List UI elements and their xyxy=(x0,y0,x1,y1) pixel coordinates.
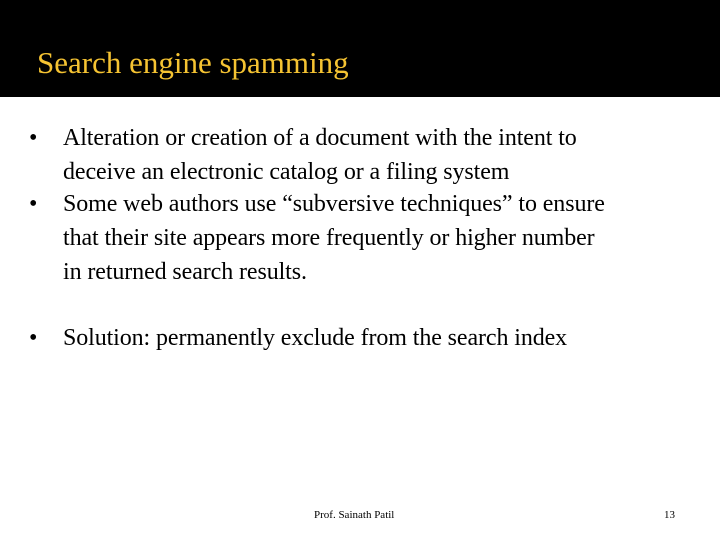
bullet-line: deceive an electronic catalog or a filing system xyxy=(63,159,510,185)
bullet-line: Some web authors use “subversive techniques” to ensure xyxy=(63,191,605,217)
title-bar xyxy=(0,0,720,97)
bullet-line: Solution: permanently exclude from the search index xyxy=(63,325,568,351)
bullet-icon: • xyxy=(29,325,38,351)
footer-author: Prof. Sainath Patil xyxy=(314,509,395,521)
slide-title: Search engine spamming xyxy=(37,45,349,80)
bullet-line: in returned search results. xyxy=(63,259,307,285)
bullet-text xyxy=(63,187,713,289)
bullet-icon: • xyxy=(29,191,38,217)
bullet-icon: • xyxy=(29,125,38,151)
bullet-text xyxy=(63,321,713,355)
bullet-line: that their site appears more frequently or higher number xyxy=(63,225,595,251)
bullet-text xyxy=(63,121,713,189)
bullet-line: Alteration or creation of a document with the intent to xyxy=(63,125,577,151)
page-number: 13 xyxy=(664,509,675,521)
